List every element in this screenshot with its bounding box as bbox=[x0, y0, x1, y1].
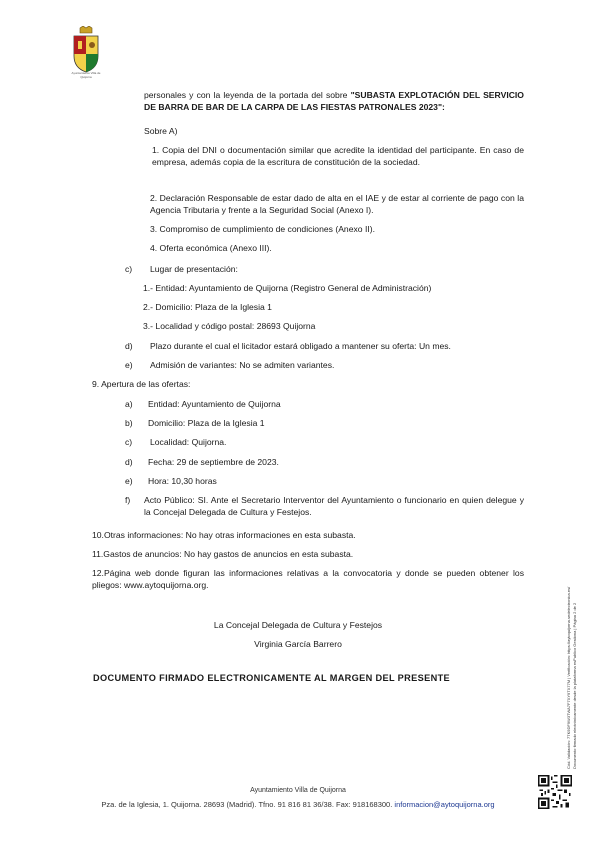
section-d-marker: d) bbox=[125, 341, 133, 351]
section-c-item-3: 3.- Localidad y código postal: 28693 Quijorna bbox=[143, 321, 316, 331]
section-c-item-2: 2.- Domicilio: Plaza de la Iglesia 1 bbox=[143, 302, 272, 312]
footer-organization: Ayuntamiento Villa de Quijorna bbox=[250, 787, 346, 794]
apertura-f-marker: f) bbox=[125, 495, 131, 505]
apertura-e-text: Hora: 10,30 horas bbox=[148, 476, 217, 486]
item-10: 10.Otras informaciones: No hay otras informaciones en esta subasta. bbox=[92, 530, 356, 540]
footer-address: Pza. de la Iglesia, 1. Quijorna. 28693 (Madrid). Tfno. 91 816 81 36/38. Fax: 918168300. bbox=[101, 800, 393, 809]
crest-caption: Ayuntamiento Villa de Quijorna bbox=[71, 71, 101, 79]
apertura-b-text: Domicilio: Plaza de la Iglesia 1 bbox=[148, 418, 265, 428]
apertura-d-marker: d) bbox=[125, 457, 133, 467]
signature-platform-text: Documento firmado electrónicamente desde la plataforma esPublico Gestiona | Página 2 de 2 bbox=[572, 602, 577, 769]
apertura-c-text: Localidad: Quijorna. bbox=[150, 437, 227, 447]
item-11: 11.Gastos de anuncios: No hay gastos de anuncios en esta subasta. bbox=[92, 549, 354, 559]
sobre-a-label: Sobre A) bbox=[144, 126, 178, 136]
footer-email-link[interactable]: informacion@aytoquijorna.org bbox=[394, 800, 495, 809]
section-e-text: Admisión de variantes: No se admiten variantes. bbox=[150, 360, 335, 370]
section-c-label: Lugar de presentación: bbox=[150, 264, 238, 274]
apertura-d-text: Fecha: 29 de septiembre de 2023. bbox=[148, 457, 279, 467]
section-e-marker: e) bbox=[125, 360, 133, 370]
intro-title: "SUBASTA EXPLOTACIÓN DEL SERVICIO DE BARRA DE BAR DE LA CARPA DE LAS FIESTAS PATRONALES 2023": bbox=[144, 90, 524, 112]
sobre-a-item-4: 4. Oferta económica (Anexo III). bbox=[150, 243, 272, 253]
apertura-c-marker: c) bbox=[125, 437, 133, 447]
signature-role: La Concejal Delegada de Cultura y Festejos bbox=[213, 620, 383, 630]
apertura-f-text: Acto Público: SI. Ante el Secretario Interventor del Ayuntamiento o funcionario en quien delegue y la Concejal Delegada de Cultura y Festejos. bbox=[144, 495, 524, 517]
section-c-item-1: 1.- Entidad: Ayuntamiento de Quijorna (Registro General de Administración) bbox=[143, 283, 432, 293]
validation-code-text: Cód. Validación: 7TK9DF9W3TWA7F7XY9TX77M | Verificación: https://aytoquijorna.sedelectronica.es/ bbox=[566, 586, 571, 769]
apertura-heading: 9. Apertura de las ofertas: bbox=[92, 379, 191, 389]
item-12: 12.Página web donde figuran las informaciones relativas a la convocatoria y donde se pueden obtener los pliegos: www.aytoquijorna.org. bbox=[92, 568, 524, 590]
apertura-e-marker: e) bbox=[125, 476, 133, 486]
footer-contact bbox=[0, 800, 596, 810]
intro-paragraph bbox=[144, 90, 524, 113]
apertura-b-marker: b) bbox=[125, 418, 133, 428]
signature-name: Virginia García Barrero bbox=[254, 639, 342, 649]
intro-text: personales y con la leyenda de la portada del sobre bbox=[144, 90, 351, 100]
apertura-a-marker: a) bbox=[125, 399, 133, 409]
sobre-a-item-2: 2. Declaración Responsable de estar dado de alta en el IAE y de estar al corriente de pago con la Agencia Tributaria y frente a la Seguridad Social (Anexo I). bbox=[150, 193, 524, 215]
sobre-a-item-1: 1. Copia del DNI o documentación similar que acredite la identidad del participante. En caso de empresa, además copia de la escritura de constitución de la sociedad. bbox=[152, 145, 524, 167]
apertura-a-text: Entidad: Ayuntamiento de Quijorna bbox=[148, 399, 281, 409]
section-c-marker: c) bbox=[125, 264, 133, 274]
sobre-a-item-3: 3. Compromiso de cumplimiento de condiciones (Anexo II). bbox=[150, 224, 375, 234]
section-d-text: Plazo durante el cual el licitador estará obligado a mantener su oferta: Un mes. bbox=[150, 341, 451, 351]
electronic-signature-notice: DOCUMENTO FIRMADO ELECTRONICAMENTE AL MARGEN DEL PRESENTE bbox=[93, 673, 451, 683]
